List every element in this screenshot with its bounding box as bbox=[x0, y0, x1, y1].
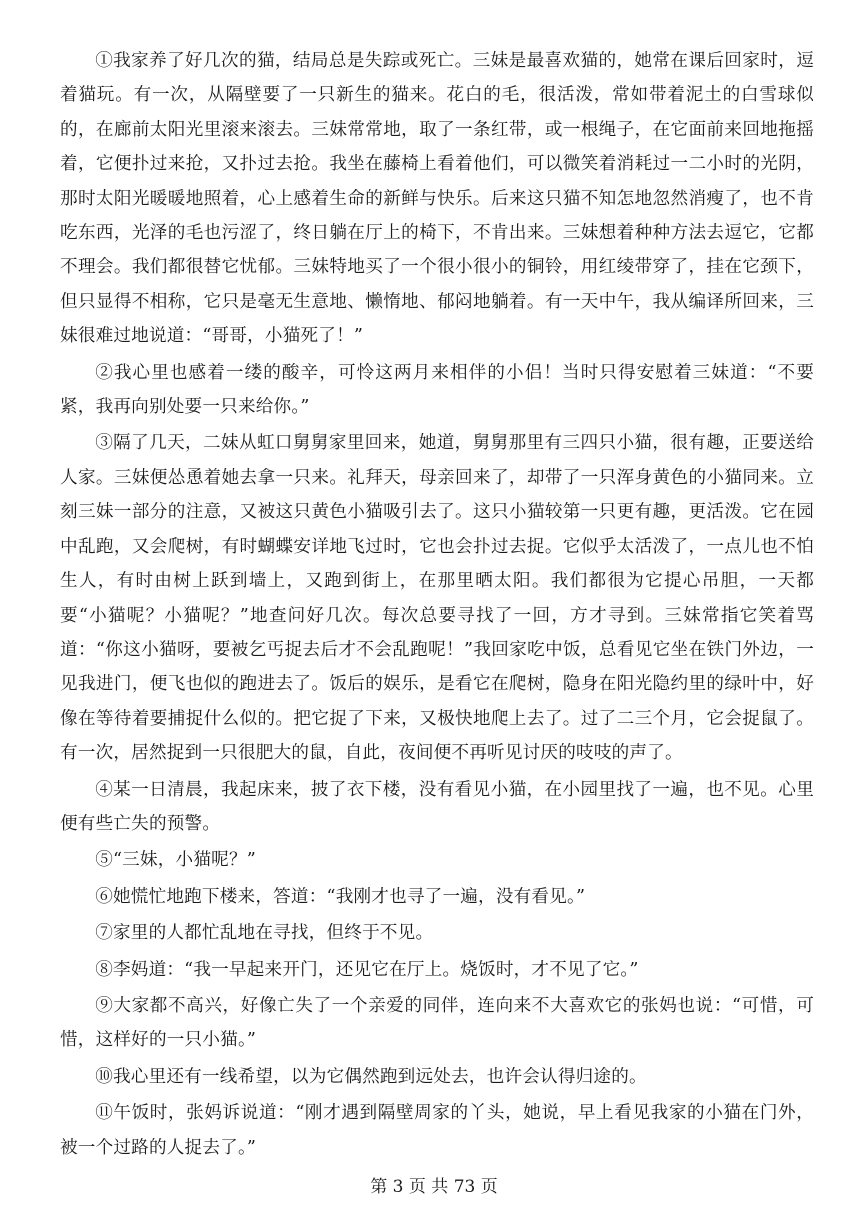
paragraph-5: ⑤“三妹，小猫呢？” bbox=[95, 850, 256, 871]
paragraph-11: ⑪午饭时，张妈诉说道：“刚才遇到隔壁周家的丫头，她说，早上看见我家的小猫在门外，被一个过路的人捉去了。” bbox=[60, 1103, 814, 1158]
paragraph-3: ③隔了几天，二妹从虹口舅舅家里回来，她道，舅舅那里有三四只小猫，很有趣，正要送给人家。三妹便怂恿着她去拿一只来。礼拜天，母亲回来了，却带了一只浑身黄色的小猫同来。立刻三妹一部分的注意，又被这只黄色小猫吸引去了。这只小猫较第一只更有趣，更活泼。它在园中乱跑，又会爬树，有时蝴蝶安详地飞过时，它也会扑过去捉。它似乎太活泼了，一点儿也不怕生人，有时由树上跃到墙上，又跑到街上，在那里晒太阳。我们都很为它提心吊胆，一天都要“小猫呢？小猫呢？”地查问好几次。每次总要寻找了一回，方才寻到。三妹常指它笑着骂道：“你这小猫呀，要被乞丐捉去后才不会乱跑呢！”我回家吃中饭，总看见它坐在铁门外边，一见我进门，便飞也似的跑进去了。饭后的娱乐，是看它在爬树，隐身在阳光隐约里的绿叶中，好像在等待着要捕捉什么似的。把它捉了下来，又极快地爬上去了。过了二三个月，它会捉鼠了。有一次，居然捉到一只很肥大的鼠，自此，夜间便不再听见讨厌的吱吱的声了。 bbox=[60, 433, 814, 764]
paragraph-10: ⑩我心里还有一线希望，以为它偶然跑到远处去，也许会认得归途的。 bbox=[95, 1066, 647, 1087]
paragraph-1: ①我家养了好几次的猫，结局总是失踪或死亡。三妹是最喜欢猫的，她常在课后回家时，逗着猫玩。有一次，从隔壁要了一只新生的猫来。花白的毛，很活泼，常如带着泥土的白雪球似的，在廊前太阳光里滚来滚去。三妹常常地，取了一条红带，或一根绳子，在它面前来回地拖摇着，它便扑过来抢，又扑过去抢。我坐在藤椅上看着他们，可以微笑着消耗过一二小时的光阴，那时太阳光暖暖地照着，心上感着生命的新鲜与快乐。后来这只猫不知怎地忽然消瘦了，也不肯吃东西，光泽的毛也污涩了，终日躺在厅上的椅下，不肯出来。三妹想着种种方法去逗它，它都不理会。我们都很替它忧郁。三妹特地买了一个很小很小的铜铃，用红绫带穿了，挂在它颈下，但只显得不相称，它只是毫无生意地、懒惰地、郁闷地躺着。有一天中午，我从编译所回来，三妹很难过地说道：“哥哥，小猫死了！” bbox=[60, 51, 814, 347]
paragraph-6: ⑥她慌忙地跑下楼来，答道：“我刚才也寻了一遍，没有看见。” bbox=[95, 886, 586, 907]
page-number-footer: 第 3 页 共 73 页 bbox=[370, 1177, 498, 1197]
paragraph-4: ④某一日清晨，我起床来，披了衣下楼，没有看见小猫，在小园里找了一遍，也不见。心里便有些亡失的预警。 bbox=[60, 779, 814, 834]
paragraph-9: ⑨大家都不高兴，好像亡失了一个亲爱的同伴，连向来不大喜欢它的张妈也说：“可惜，可惜，这样好的一只小猫。” bbox=[60, 995, 814, 1051]
document-body bbox=[60, 44, 814, 1167]
paragraph-7: ⑦家里的人都忙乱地在寻找，但终于不见。 bbox=[95, 923, 434, 944]
paragraph-2: ②我心里也感着一缕的酸辛，可怜这两月来相伴的小侣！当时只得安慰着三妹道：“不要紧，我再向别处要一只来给你。” bbox=[60, 362, 814, 418]
paragraph-8: ⑧李妈道：“我一早起来开门，还见它在厅上。烧饭时，才不见了它。” bbox=[95, 959, 639, 980]
